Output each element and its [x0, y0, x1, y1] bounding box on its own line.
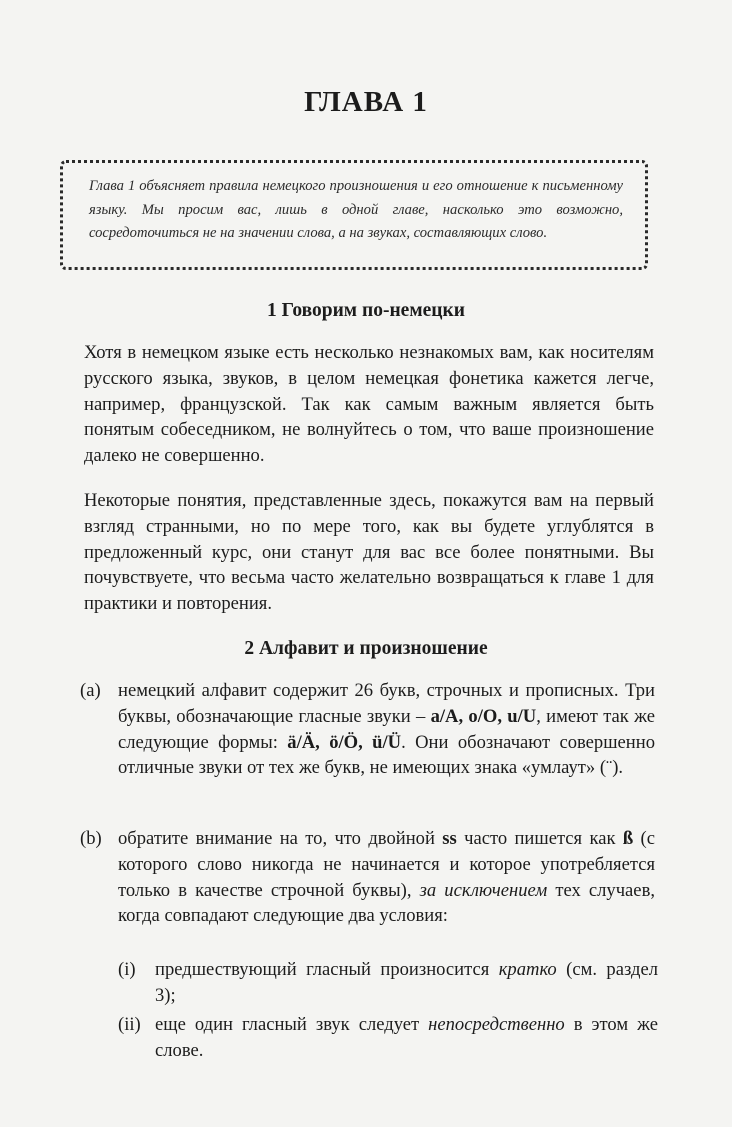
- list-marker-a: (a): [80, 680, 101, 701]
- section-1-title: 1 Говорим по-немецки: [267, 300, 465, 321]
- sub-item-ii-text: еще один гласный звук следует непосредственно в этом же слове.: [155, 1014, 658, 1061]
- list-marker-b: (b): [80, 828, 102, 849]
- section-2-title: 2 Алфавит и произношение: [244, 638, 488, 659]
- chapter-title: ГЛАВА 1: [304, 86, 428, 118]
- section-1-paragraph-1: Хотя в немецком языке есть несколько незнакомых вам, как носителям русского языка, звуков, в целом немецкая фонетика кажется легче, например, французской. Так как самым важным является быть понятым собеседником, не волнуйтесь о том, что ваше произношение далеко не совершенно.: [84, 342, 654, 467]
- chapter-intro-box: [60, 160, 648, 270]
- chapter-intro-text: Глава 1 объясняет правила немецкого произношения и его отношение к письменному языку. Мы просим вас, лишь в одной главе, насколько это возможно, сосредоточиться не на значении слова, а на звуках, составляющих слово.: [89, 178, 623, 241]
- section-1-paragraph-2: Некоторые понятия, представленные здесь, покажутся вам на первый взгляд странными, но по мере того, как вы будете углублятся в предложенный курс, они станут для вас все более понятными. Вы почувствуете, что весьма часто желательно возвращаться к главе 1 для практики и повторения.: [84, 490, 654, 615]
- sub-item-i-text: предшествующий гласный произносится кратко (см. раздел 3);: [155, 959, 658, 1006]
- sub-marker-i: (i): [118, 959, 136, 980]
- list-item-a-text: немецкий алфавит содержит 26 букв, строчных и прописных. Три буквы, обозначающие гласные звуки – a/A, o/O, u/U, имеют так же следующие формы: ä/Ä, ö/Ö, ü/Ü. Они обозначают совершенно отличные звуки от тех же букв, не имеющих знака «умлаут» (¨).: [118, 680, 655, 779]
- sub-marker-ii: (ii): [118, 1014, 141, 1035]
- list-item-b-text: обратите внимание на то, что двойной ss часто пишется как ß (с которого слово никогда не начинается и которое употребляется только в качестве строчной буквы), за исключением тех случаев, когда совпадают следующие два условия:: [118, 828, 656, 927]
